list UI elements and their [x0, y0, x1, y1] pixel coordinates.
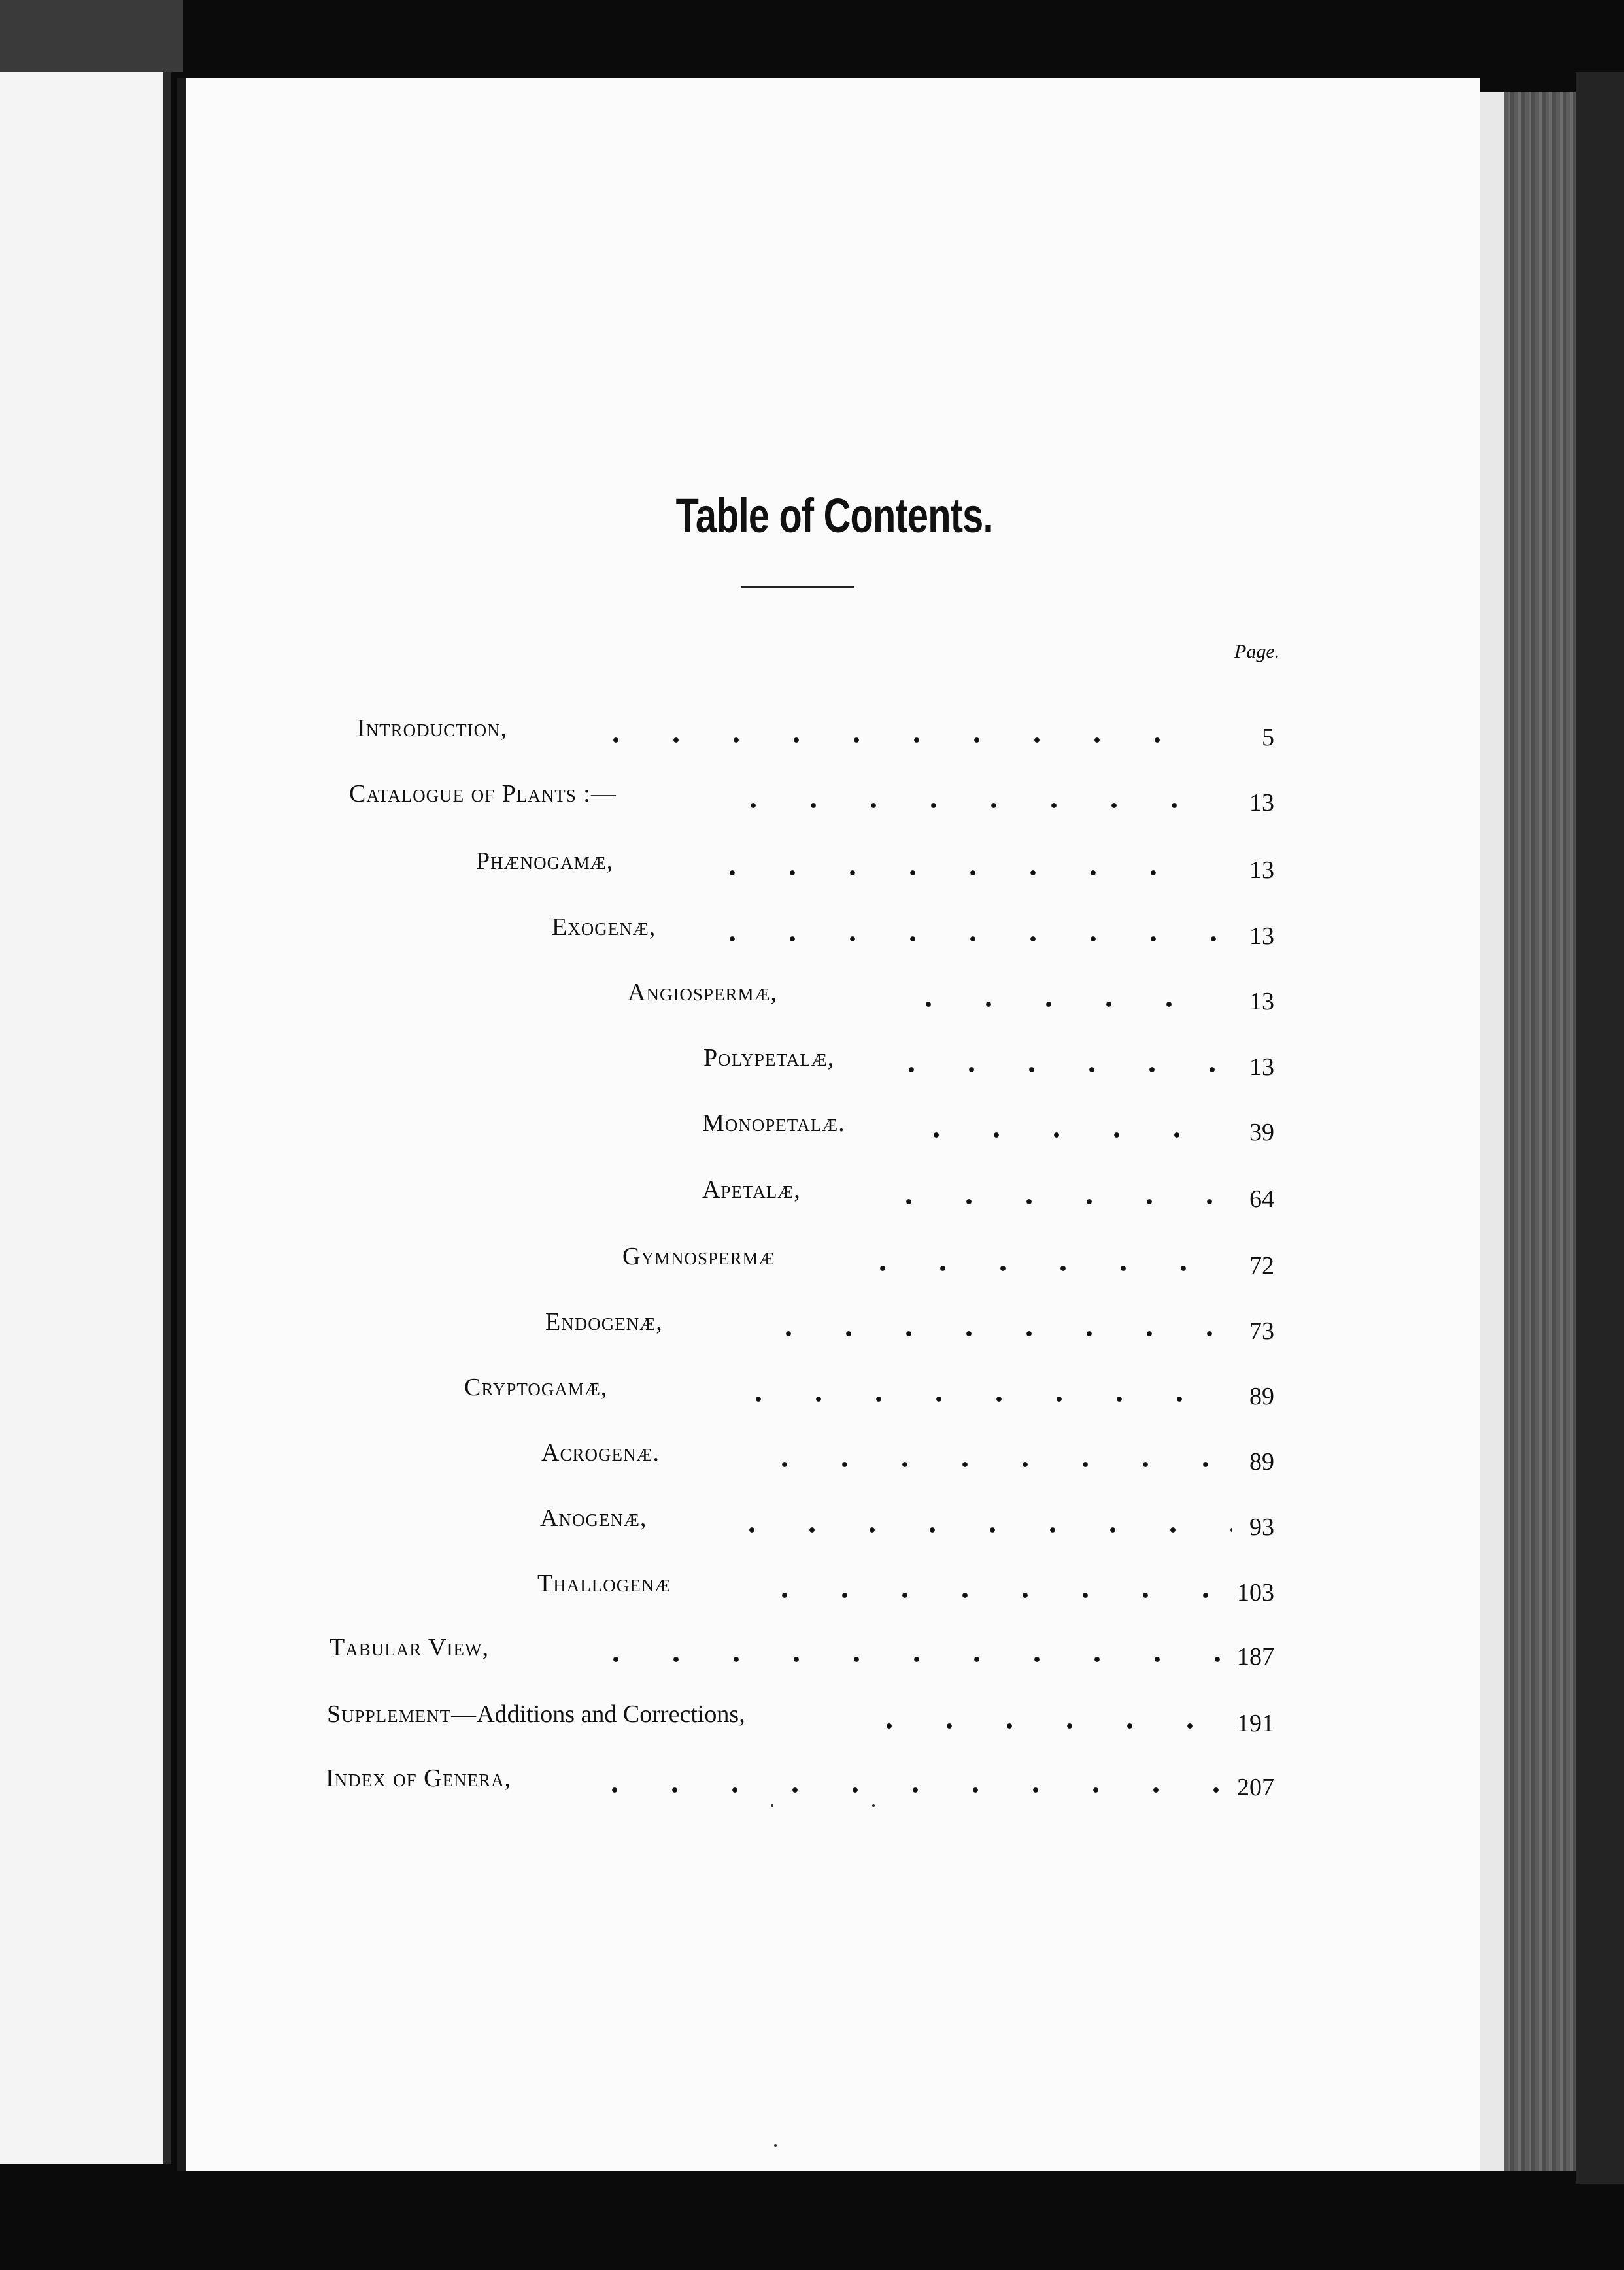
- dot-leader: [728, 1376, 1232, 1402]
- toc-entry-label: Apetalæ,: [702, 1176, 801, 1204]
- toc-entry-label: Cryptogamæ,: [464, 1374, 608, 1401]
- toc-entry-page: 191: [1237, 1710, 1274, 1737]
- toc-entry: [186, 1569, 1480, 1608]
- toc-entry: [186, 1504, 1480, 1543]
- toc-entry-page: 13: [1249, 988, 1274, 1015]
- dot-leader: [702, 849, 1206, 875]
- left-page-top-edge: [0, 0, 183, 72]
- toc-entry-label: Endogenæ,: [545, 1308, 663, 1336]
- ink-speck: [771, 1804, 773, 1807]
- toc-entry-page: 93: [1249, 1514, 1274, 1541]
- dot-leader: [859, 1702, 1225, 1729]
- toc-entry-page: 207: [1237, 1774, 1274, 1801]
- dot-leader: [722, 1506, 1232, 1533]
- toc-entry-page: 13: [1249, 856, 1274, 884]
- page-title: Table of Contents.: [675, 488, 993, 543]
- toc-entry-label: Exogenæ,: [552, 913, 656, 941]
- dot-leader: [853, 1245, 1232, 1271]
- toc-entry-label: Gymnospermæ: [622, 1243, 775, 1270]
- toc-entry: [186, 1373, 1480, 1412]
- toc-entry-label: Polypetalæ,: [703, 1044, 835, 1072]
- toc-entry-label: Index of Genera,: [326, 1765, 512, 1792]
- toc-entry-page: 187: [1237, 1643, 1274, 1670]
- toc-entry: [186, 1308, 1480, 1347]
- toc-entry: [186, 1242, 1480, 1281]
- toc-entry-page: 5: [1262, 724, 1274, 751]
- dot-leader: [906, 1111, 1233, 1138]
- toc-entry-label-plain: Additions and Corrections,: [477, 1701, 745, 1728]
- toc-entry-page: 103: [1237, 1579, 1274, 1606]
- toc-entry-label-caps: Supplement—: [327, 1701, 477, 1728]
- book-page: [177, 78, 1480, 2171]
- book-cover-edge: [1576, 72, 1624, 2184]
- toc-entry-label: Acrogenæ.: [541, 1439, 660, 1466]
- toc-entry: [186, 779, 1480, 819]
- toc-entry-page: 39: [1249, 1119, 1274, 1146]
- toc-entry-label: Anogenæ,: [540, 1504, 647, 1532]
- dot-leader: [754, 1441, 1225, 1467]
- toc-entry-page: 89: [1249, 1448, 1274, 1476]
- toc-entry-page: 13: [1249, 923, 1274, 950]
- ink-speck: [872, 1804, 875, 1807]
- page-edge-texture: [1504, 92, 1576, 2171]
- dot-leader: [758, 1310, 1229, 1336]
- toc-entry-label: Catalogue of Plants :—: [349, 780, 617, 807]
- facing-page-edge: [0, 72, 171, 2164]
- toc-entry: [186, 714, 1480, 753]
- toc-entry: [186, 913, 1480, 952]
- toc-entry-label: [327, 1700, 745, 1729]
- toc-entry-page: 13: [1249, 789, 1274, 817]
- toc-entry: [186, 1633, 1480, 1672]
- page-column-label: Page.: [1234, 641, 1280, 662]
- toc-entry: [186, 1438, 1480, 1478]
- toc-entry-label: Introduction,: [357, 715, 508, 742]
- dot-leader: [879, 1178, 1219, 1204]
- dot-leader: [723, 782, 1226, 808]
- toc-entry-page: 89: [1249, 1383, 1274, 1410]
- toc-entry: [186, 1700, 1480, 1739]
- title-rule: [741, 586, 854, 588]
- toc-entry-label: Tabular View,: [330, 1634, 489, 1661]
- toc-entry-page: 13: [1249, 1053, 1274, 1081]
- toc-entry-page: 64: [1249, 1185, 1274, 1213]
- toc-entry: [186, 1176, 1480, 1215]
- toc-entry: [186, 847, 1480, 886]
- toc-entry: [186, 1764, 1480, 1803]
- dot-leader: [898, 981, 1225, 1007]
- toc-entry-page: 73: [1249, 1317, 1274, 1345]
- dot-leader: [586, 717, 1213, 743]
- toc-entry-page: 72: [1249, 1252, 1274, 1279]
- dot-leader: [584, 1767, 1232, 1793]
- dot-leader: [586, 1636, 1226, 1662]
- dot-leader: [702, 915, 1225, 941]
- toc-entry-label: Phænogamæ,: [476, 847, 614, 875]
- toc-entry: [186, 1043, 1480, 1083]
- ink-speck: [774, 2144, 777, 2147]
- toc-entry-label: Thallogenæ: [537, 1570, 671, 1597]
- dot-leader: [754, 1572, 1225, 1598]
- toc-entry-label: Angiospermæ,: [628, 979, 777, 1006]
- toc-entry-label: Monopetalæ.: [702, 1110, 845, 1137]
- dot-leader: [881, 1046, 1221, 1072]
- toc-entry: [186, 1109, 1480, 1148]
- toc-entry: [186, 978, 1480, 1017]
